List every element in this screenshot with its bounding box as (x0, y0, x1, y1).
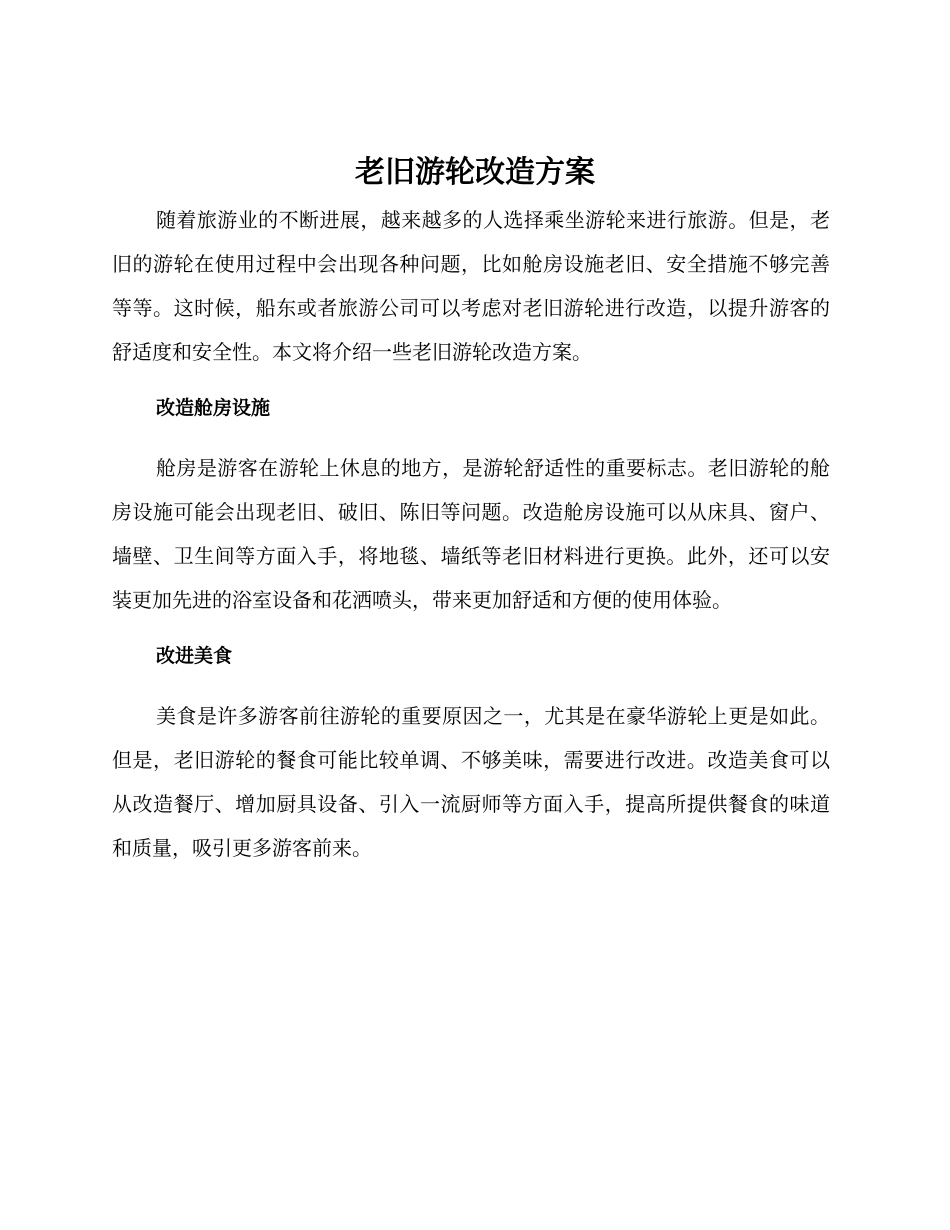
section-heading-cabin: 改造舱房设施 (156, 397, 271, 419)
section-heading-food: 改进美食 (156, 645, 233, 667)
intro-paragraph: 随着旅游业的不断进展，越来越多的人选择乘坐游轮来进行旅游。但是，老旧的游轮在使用过程中会出现各种问题，比如舱房设施老旧、安全措施不够完善等等。这时候，船东或者旅游公司可以考虑对老旧游轮进行改造，以提升游客的舒适度和安全性。本文将介绍一些老旧游轮改造方案。 (112, 208, 830, 364)
section-cabin (112, 392, 830, 622)
document-title: 老旧游轮改造方案 (355, 155, 595, 190)
section-food (112, 640, 830, 870)
section-body-food: 美食是许多游客前往游轮的重要原因之一，尤其是在豪华游轮上更是如此。但是，老旧游轮的餐食可能比较单调、不够美味，需要进行改进。改造美食可以从改造餐厅、增加厨具设备、引入一流厨师等方面入手，提高所提供餐食的味道和质量，吸引更多游客前来。 (112, 704, 830, 860)
section-body-cabin: 舱房是游客在游轮上休息的地方，是游轮舒适性的重要标志。老旧游轮的舱房设施可能会出现老旧、破旧、陈旧等问题。改造舱房设施可以从床具、窗户、墙壁、卫生间等方面入手，将地毯、墙纸等老旧材料进行更换。此外，还可以安装更加先进的浴室设备和花洒喷头，带来更加舒适和方便的使用体验。 (112, 456, 830, 612)
